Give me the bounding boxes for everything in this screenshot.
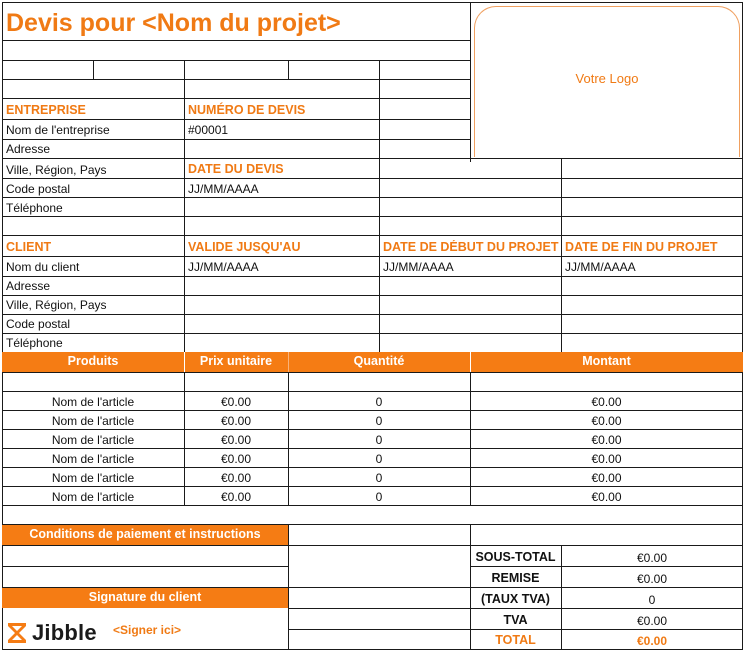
subtotal-label: SOUS-TOTAL (475, 550, 556, 564)
grid-line (2, 410, 743, 411)
grid-line (2, 649, 743, 650)
quote-date-header: DATE DU DEVIS (188, 162, 284, 176)
quote-number-header: NUMÉRO DE DEVIS (188, 103, 306, 117)
grid-line (2, 391, 743, 392)
grid-line (2, 216, 743, 217)
discount-label: REMISE (491, 571, 540, 585)
quote-number-value[interactable]: #00001 (188, 123, 229, 137)
grid-line (561, 158, 562, 352)
company-postal[interactable]: Code postal (6, 182, 71, 196)
col-header-quantity: Quantité (353, 354, 405, 368)
signature-header: Signature du client (88, 590, 202, 604)
logo-placeholder[interactable] (474, 6, 740, 157)
grid-line (2, 178, 743, 179)
client-postal[interactable]: Code postal (6, 317, 71, 331)
grid-line (2, 235, 743, 236)
grid-line (2, 372, 743, 373)
col-header-unit-price: Prix unitaire (199, 354, 273, 368)
grid-line (2, 276, 743, 277)
jibble-wordmark: Jibble (32, 620, 97, 645)
jibble-hourglass-icon (6, 621, 28, 645)
grid-line (2, 119, 470, 120)
item-name[interactable]: Nom de l'article (51, 414, 135, 428)
grid-line (2, 197, 743, 198)
grid-line (2, 448, 743, 449)
company-city[interactable]: Ville, Région, Pays (6, 163, 107, 177)
grid-line (2, 158, 743, 159)
payment-conditions-header: Conditions de paiement et instructions (29, 527, 261, 541)
item-amount: €0.00 (591, 471, 622, 485)
grid-line (2, 98, 470, 99)
company-name[interactable]: Nom de l'entreprise (6, 123, 110, 137)
grid-line (470, 2, 471, 162)
total-label: TOTAL (495, 633, 536, 647)
grid-line (288, 60, 289, 79)
item-name[interactable]: Nom de l'article (51, 490, 135, 504)
company-header: ENTREPRISE (6, 103, 86, 117)
item-unit-price[interactable]: €0.00 (220, 395, 252, 409)
item-amount: €0.00 (591, 490, 622, 504)
valid-until-header: VALIDE JUSQU'AU (188, 240, 301, 254)
item-unit-price[interactable]: €0.00 (220, 414, 252, 428)
grid-line (2, 566, 288, 567)
item-quantity[interactable]: 0 (375, 433, 383, 447)
company-phone[interactable]: Téléphone (6, 201, 63, 215)
item-unit-price[interactable]: €0.00 (220, 490, 252, 504)
grid-line (2, 2, 3, 650)
end-date-header: DATE DE FIN DU PROJET (565, 240, 718, 254)
client-header: CLIENT (6, 240, 52, 254)
jibble-logo (6, 620, 97, 646)
tax-value: €0.00 (636, 614, 668, 628)
grid-line (2, 486, 743, 487)
client-phone[interactable]: Téléphone (6, 336, 63, 350)
item-unit-price[interactable]: €0.00 (220, 471, 252, 485)
end-date-value[interactable]: JJ/MM/AAAA (565, 260, 636, 274)
grid-line (2, 467, 743, 468)
grid-line (2, 256, 743, 257)
grid-line (2, 40, 470, 41)
valid-until-value[interactable]: JJ/MM/AAAA (188, 260, 259, 274)
grid-line (379, 60, 380, 162)
item-unit-price[interactable]: €0.00 (220, 452, 252, 466)
start-date-header: DATE DE DÉBUT DU PROJET (383, 240, 559, 254)
subtotal-value: €0.00 (636, 551, 668, 565)
item-quantity[interactable]: 0 (375, 414, 383, 428)
company-address[interactable]: Adresse (6, 142, 51, 156)
grid-line (2, 505, 743, 506)
item-name[interactable]: Nom de l'article (51, 433, 135, 447)
grid-line (288, 629, 743, 630)
grid-line (2, 2, 743, 3)
logo-placeholder-text: Votre Logo (575, 71, 639, 86)
col-header-products: Produits (67, 354, 119, 368)
item-quantity[interactable]: 0 (375, 395, 383, 409)
tax-rate-label: (TAUX TVA) (481, 592, 550, 606)
grid-line (2, 295, 743, 296)
item-quantity[interactable]: 0 (375, 452, 383, 466)
total-value: €0.00 (636, 634, 668, 648)
start-date-value[interactable]: JJ/MM/AAAA (383, 260, 454, 274)
client-name[interactable]: Nom du client (6, 260, 80, 274)
tax-rate-value[interactable]: 0 (648, 593, 656, 607)
item-name[interactable]: Nom de l'article (51, 452, 135, 466)
col-header-amount: Montant (582, 354, 631, 368)
item-quantity[interactable]: 0 (375, 471, 383, 485)
item-amount: €0.00 (591, 452, 622, 466)
item-unit-price[interactable]: €0.00 (220, 433, 252, 447)
grid-line (184, 60, 185, 352)
item-name[interactable]: Nom de l'article (51, 395, 135, 409)
discount-value[interactable]: €0.00 (636, 572, 668, 586)
grid-line (2, 60, 470, 61)
grid-line (2, 79, 470, 80)
item-quantity[interactable]: 0 (375, 490, 383, 504)
client-city[interactable]: Ville, Région, Pays (6, 298, 107, 312)
grid-line (2, 139, 470, 140)
grid-line (288, 608, 743, 609)
grid-line (93, 60, 94, 79)
item-amount: €0.00 (591, 433, 622, 447)
grid-line (2, 429, 743, 430)
page-title: Devis pour <Nom du projet> (6, 9, 341, 37)
grid-line (2, 545, 743, 546)
grid-line (379, 158, 380, 352)
tax-label: TVA (503, 613, 528, 627)
item-amount: €0.00 (591, 395, 622, 409)
client-address[interactable]: Adresse (6, 279, 51, 293)
item-amount: €0.00 (591, 414, 622, 428)
grid-line (470, 566, 743, 567)
item-name[interactable]: Nom de l'article (51, 471, 135, 485)
quote-date-value[interactable]: JJ/MM/AAAA (188, 182, 259, 196)
grid-line (2, 333, 743, 334)
sign-here-field[interactable]: <Signer ici> (113, 623, 182, 637)
grid-line (2, 314, 743, 315)
